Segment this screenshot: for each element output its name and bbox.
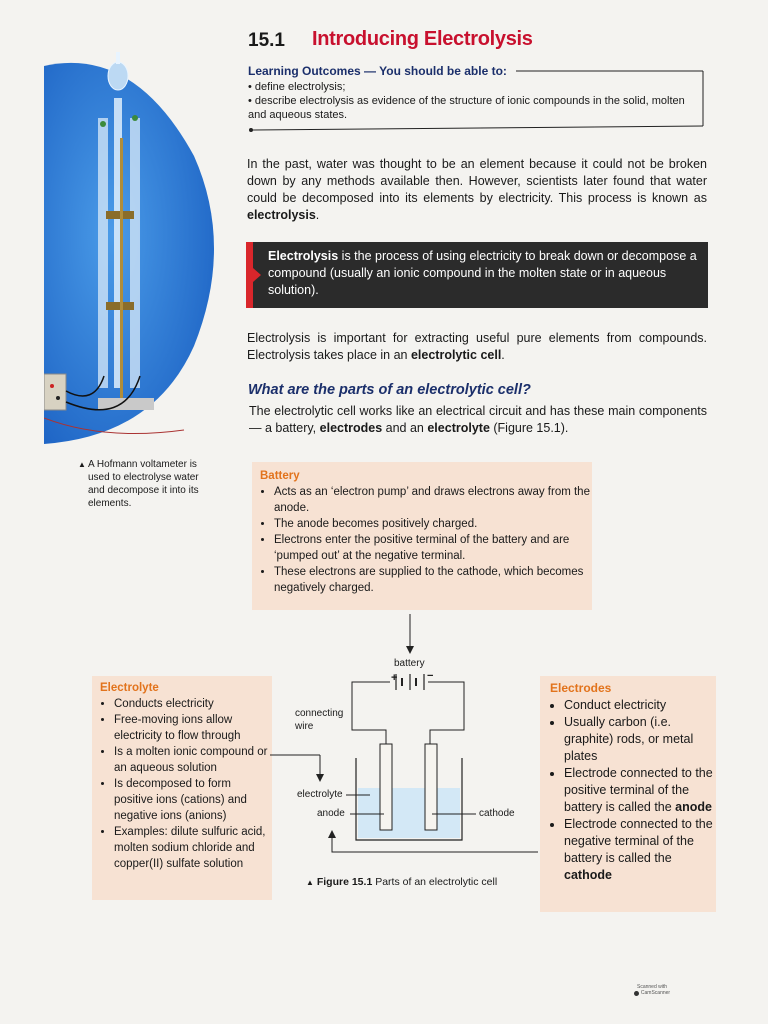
arrow-down-icon (316, 774, 324, 782)
term-electrolysis: electrolysis (247, 208, 316, 222)
list-item: • Free-moving ions allow electricity to flow through (114, 712, 272, 744)
electrodes-panel-heading: Electrodes (550, 681, 612, 695)
list-item: • Conduct electricity (564, 697, 716, 714)
minus-sign: − (427, 670, 434, 682)
list-item: • Is a molten ionic compound or an aqueous solution (114, 744, 272, 776)
electrolyte-label: electrolyte (297, 789, 343, 800)
scanner-watermark: Scanned with CamScanner (624, 984, 680, 1016)
electrolyte-liquid (358, 788, 460, 838)
hofmann-voltameter-photo (44, 46, 220, 444)
triangle-up-icon: ▲ (78, 460, 86, 469)
battery-label: battery (394, 658, 425, 669)
list-item: • The anode becomes positively charged. (274, 516, 592, 532)
learning-outcome-item: • describe electrolysis as evidence of the structure of ionic compounds in the solid, molten and aqueous states. (248, 94, 700, 122)
battery-panel-heading: Battery (260, 470, 300, 482)
list-item: • Is decomposed to form positive ions (cations) and negative ions (anions) (114, 776, 272, 824)
plus-sign: + (391, 672, 398, 684)
anode-label: anode (317, 808, 345, 819)
cathode-electrode (425, 744, 437, 830)
triangle-up-icon: ▲ (306, 878, 314, 887)
connecting-wire-right (428, 682, 464, 744)
cathode-label: cathode (479, 808, 515, 819)
anode-electrode (380, 744, 392, 830)
list-item: • These electrons are supplied to the cathode, which becomes negatively charged. (274, 564, 592, 596)
parts-paragraph: The electrolytic cell works like an electrical circuit and has these main components — a battery, electrodes and an electrolyte (Figure 15.1). (249, 404, 707, 435)
list-item: • Electrode connected to the negative terminal of the battery is called the cathode (564, 816, 716, 884)
arrow-down-icon (406, 646, 414, 654)
arrow-up-icon (328, 830, 336, 838)
term-anode: anode (675, 800, 712, 814)
learning-outcome-item: • define electrolysis; (248, 80, 700, 94)
list-item: • Electrode connected to the positive terminal of the battery is called the anode (564, 765, 716, 816)
figure-caption: ▲ Figure 15.1 Parts of an electrolytic cell (306, 876, 498, 888)
electrolytic-cell-diagram (270, 612, 545, 874)
learning-outcomes (248, 64, 706, 130)
list-item: • Conducts electricity (114, 696, 272, 712)
learning-outcomes-frame (248, 64, 708, 134)
term-electrolytic-cell: electrolytic cell (410, 348, 502, 362)
definition-box (246, 242, 708, 308)
definition-accent-bar (246, 242, 253, 308)
list-item: • Acts as an ‘electron pump’ and draws electrons away from the anode. (274, 484, 592, 516)
photo-caption: ▲ A Hofmann voltameter is used to electrolyse water and decompose it into its elements. (78, 459, 199, 509)
learning-outcomes-heading: Learning Outcomes — You should be able to: (248, 64, 507, 78)
connecting-wire-label: connecting wire (295, 708, 344, 732)
list-item: • Examples: dilute sulfuric acid, molten sodium chloride and copper(II) sulfate solution (114, 824, 272, 872)
connecting-wire-left (352, 682, 390, 744)
list-item: • Usually carbon (i.e. graphite) rods, or metal plates (564, 714, 716, 765)
intro-paragraph: In the past, water was thought to be an element because it could not be broken down by any methods available then. However, scientists later found that water could be decomposed into its elements by electricity. This process is known as electrolysis. (247, 157, 707, 222)
arrow-right-icon (253, 268, 261, 282)
battery-panel (252, 462, 592, 610)
camscanner-logo-icon (634, 991, 639, 996)
importance-paragraph: Electrolysis is important for extracting useful pure elements from compounds. Electrolysis takes place in an electrolytic cell. (247, 331, 707, 362)
section-number: 15.1 (248, 30, 285, 51)
parts-heading: What are the parts of an electrolytic cell? (248, 382, 531, 398)
electrolyte-panel (92, 676, 272, 900)
electrodes-panel (540, 676, 716, 912)
definition-text: Electrolysis is the process of using electricity to break down or decompose a compound (usually an ionic compound in the molten state or in aqueous solution). (268, 249, 697, 297)
electrolyte-panel-heading: Electrolyte (100, 682, 159, 694)
list-item: • Electrons enter the positive terminal of the battery and are ‘pumped out’ at the negative terminal. (274, 532, 592, 564)
term-cathode: cathode (564, 868, 612, 882)
section-title: Introducing Electrolysis (312, 28, 533, 50)
